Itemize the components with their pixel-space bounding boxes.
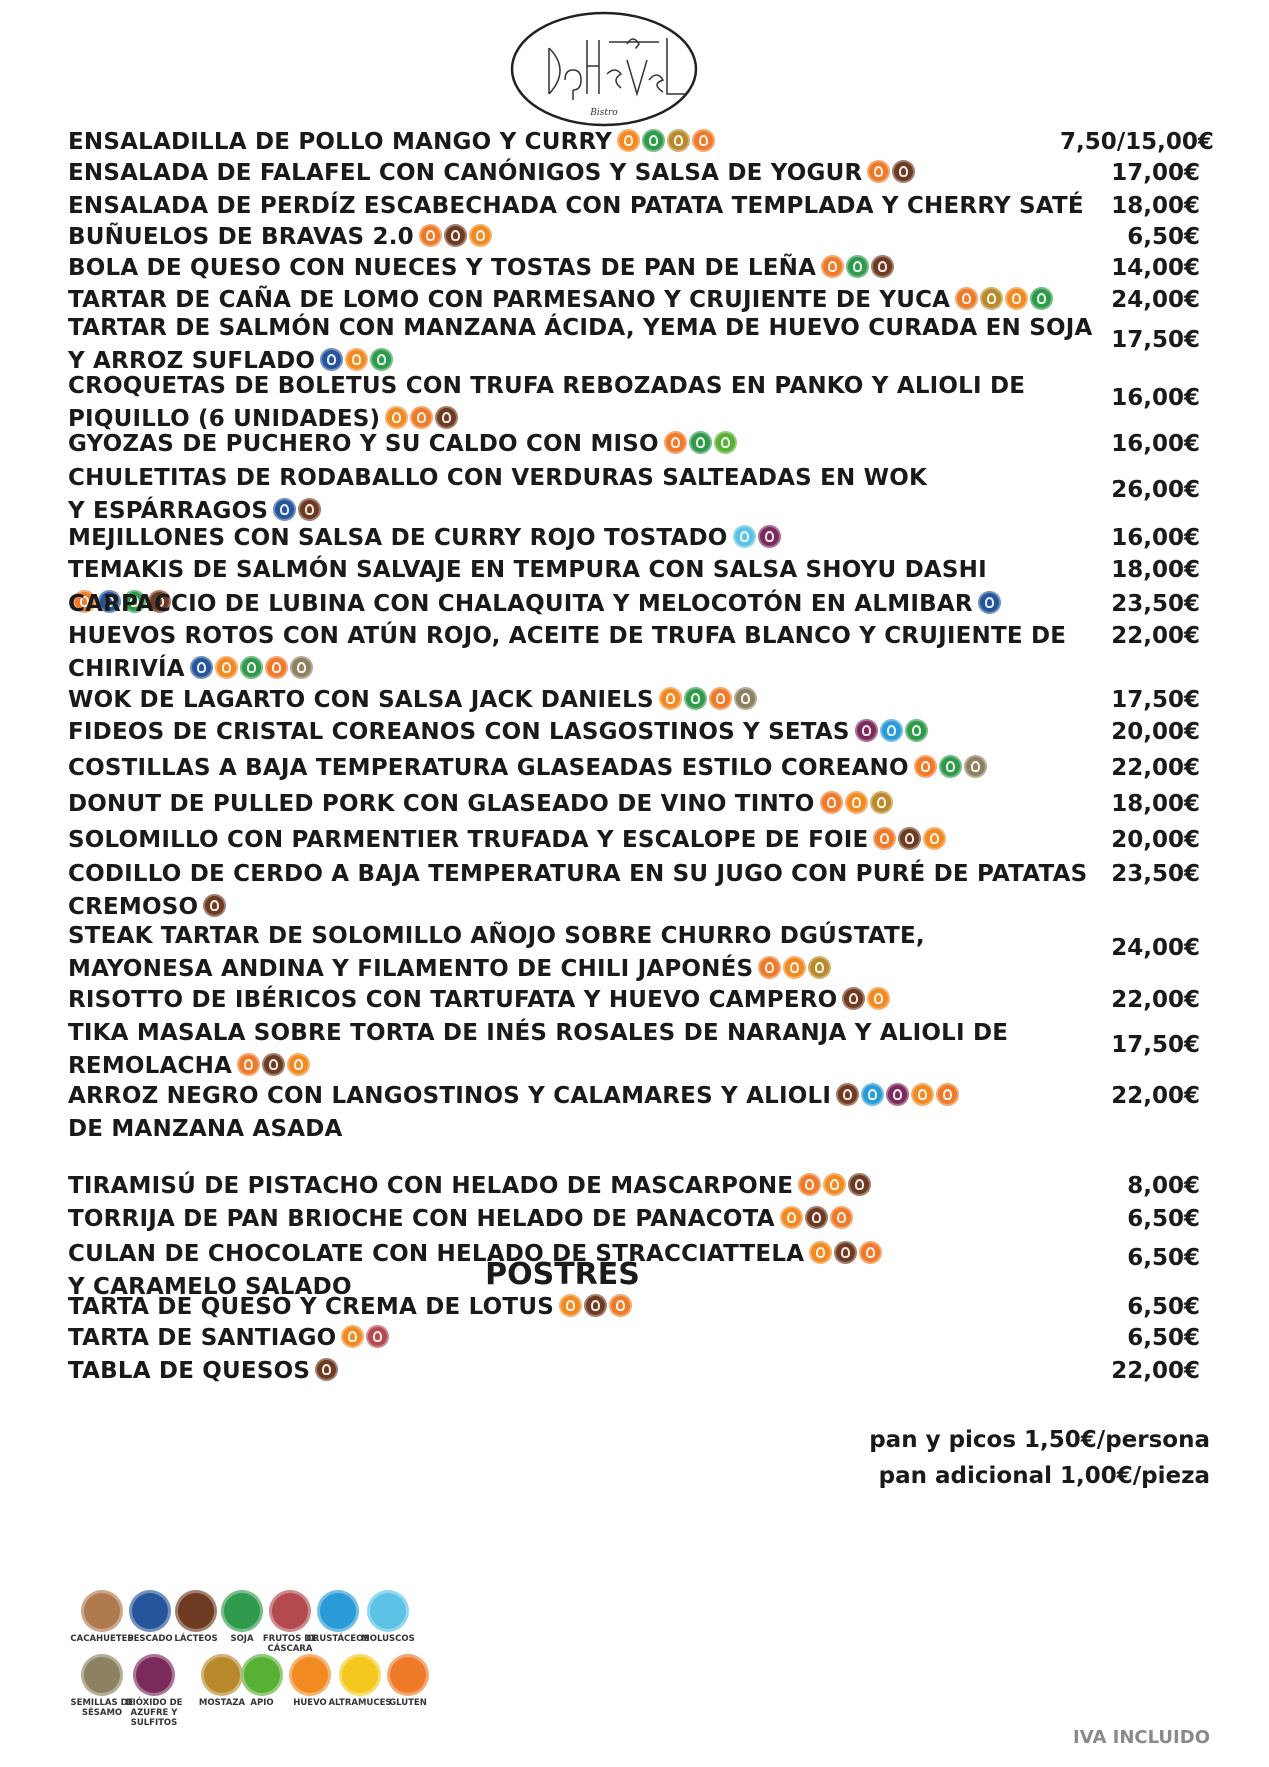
- lacteos-allergen-icon: [315, 1358, 338, 1381]
- huevo-allergen-icon: [385, 406, 408, 429]
- dish-name-line: Y ARROZ SUFLADO: [68, 348, 316, 374]
- dish-name: [68, 984, 1068, 1017]
- sesamo-allergen-icon: [290, 656, 313, 679]
- dish-name-line: CHIRIVÍA: [68, 656, 185, 682]
- allergen-icons: [616, 126, 716, 159]
- legend-label: CACAHUETES: [70, 1634, 134, 1644]
- dish-name-line: ENSALADA DE PERDÍZ ESCABECHADA CON PATATA TEMPLADA Y CHERRY SATÉ: [68, 193, 1084, 219]
- dish-price: 23,50€: [1111, 591, 1200, 617]
- dish-name-line: STEAK TARTAR DE SOLOMILLO AÑOJO SOBRE CHURRO DGÚSTATE,: [68, 923, 925, 949]
- gluten-allergen-icon: [758, 956, 781, 979]
- soja-allergen-icon: [240, 656, 263, 679]
- dish-name: [68, 1291, 1068, 1324]
- legend-label: SEMILLAS DE SÉSAMO: [70, 1698, 134, 1718]
- dish-price: 18,00€: [1111, 557, 1200, 583]
- huevo-allergen-icon: [287, 1053, 310, 1076]
- dish-name-line: RISOTTO DE IBÉRICOS CON TARTUFATA Y HUEVO CAMPERO: [68, 987, 838, 1013]
- allergen-icons: [854, 716, 929, 749]
- lacteos-allergen-icon: [298, 498, 321, 521]
- dish-price: 6,50€: [1127, 1245, 1200, 1271]
- legend-label: SOJA: [230, 1634, 254, 1644]
- svg-text:Bistro: Bistro: [590, 108, 618, 118]
- dish-price: 22,00€: [1111, 755, 1200, 781]
- dish-name-line: CULAN DE CHOCOLATE CON HELADO DE STRACCIATTELA: [68, 1241, 805, 1267]
- dish-name-line: BUÑUELOS DE BRAVAS 2.0: [68, 224, 414, 250]
- dish-name-line: PIQUILLO (6 UNIDADES): [68, 406, 381, 432]
- pescado-allergen-icon: [190, 656, 213, 679]
- lacteos-allergen-icon: [892, 160, 915, 183]
- gluten-allergen-icon: [410, 406, 433, 429]
- lacteos-allergen-icon: [848, 1173, 871, 1196]
- azufre-allergen-icon: [758, 525, 781, 548]
- lacteos-allergen-icon: [262, 1053, 285, 1076]
- dish-price: 17,00€: [1111, 160, 1200, 186]
- sesamo-allergen-icon: [964, 755, 987, 778]
- dish-name: [68, 858, 1088, 924]
- extra-bread-note: pan adicional 1,00€/pieza: [878, 1463, 1210, 1489]
- dish-name-line: CREMOSO: [68, 894, 199, 920]
- huevo-allergen-icon: [923, 827, 946, 850]
- legend-label: ALTRAMUCES: [328, 1698, 392, 1708]
- gluten-allergen-icon: [609, 1294, 632, 1317]
- dish-price: 16,00€: [1111, 431, 1200, 457]
- dish-price: 7,50/15,00€: [1060, 129, 1214, 155]
- legend-label: GLUTEN: [389, 1698, 427, 1708]
- dish-name: [68, 920, 1068, 986]
- dish-name: [68, 620, 1068, 686]
- mostaza-allergen-icon: [667, 129, 690, 152]
- dish-name-line: ARROZ NEGRO CON LANGOSTINOS Y CALAMARES Y ALIOLI: [68, 1083, 832, 1109]
- dish-name: [68, 1017, 1068, 1083]
- dish-name: [68, 126, 1068, 159]
- crustaceos-allergen-icon: [880, 719, 903, 742]
- dish-price: 16,00€: [1111, 385, 1200, 411]
- dish-name: [68, 716, 1068, 749]
- legend-label: MOLUSCOS: [361, 1634, 415, 1644]
- gluten-allergen-icon: [821, 255, 844, 278]
- dish-price: 22,00€: [1111, 1083, 1200, 1109]
- dish-name: [68, 788, 1068, 821]
- lacteos-allergen-icon: [836, 1083, 859, 1106]
- azufre-allergen-icon: [855, 719, 878, 742]
- lacteos-allergen-icon: [871, 255, 894, 278]
- allergen-icons: [189, 653, 314, 686]
- dish-name: [68, 1170, 1068, 1203]
- allergen-icons: [658, 684, 758, 717]
- dish-name: [68, 752, 1068, 785]
- soja-allergen-icon: [684, 687, 707, 710]
- lacteos-allergen-icon: [842, 987, 865, 1010]
- azufre-allergen-icon: [886, 1083, 909, 1106]
- legend-item-moluscos: [348, 1590, 428, 1644]
- dish-name-line: TIRAMISÚ DE PISTACHO CON HELADO DE MASCARPONE: [68, 1173, 794, 1199]
- dish-name-line: TEMAKIS DE SALMÓN SALVAJE EN TEMPURA CON SALSA SHOYU DASHI: [68, 557, 987, 583]
- allergen-icons: [558, 1291, 633, 1324]
- dish-name-line: CODILLO DE CERDO A BAJA TEMPERATURA EN SU JUGO CON PURÉ DE PATATAS: [68, 861, 1088, 887]
- allergen-icons: [820, 252, 895, 285]
- dish-price: 17,50€: [1111, 687, 1200, 713]
- huevo-allergen-icon: [780, 1206, 803, 1229]
- pescado-allergen-icon: [978, 591, 1001, 614]
- lacteos-allergen-icon: [435, 406, 458, 429]
- huevo-allergen-icon: [783, 956, 806, 979]
- dish-price: 23,50€: [1111, 861, 1200, 887]
- dish-name-line: ENSALADILLA DE POLLO MANGO Y CURRY: [68, 129, 613, 155]
- gluten-allergen-icon: [798, 1173, 821, 1196]
- dish-name-line: CARPACCIO DE LUBINA CON CHALAQUITA Y MELOCOTÓN EN ALMIBAR: [68, 591, 973, 617]
- allergen-icons: [866, 157, 916, 190]
- dish-name-line: CROQUETAS DE BOLETUS CON TRUFA REBOZADAS EN PANKO Y ALIOLI DE: [68, 373, 1026, 399]
- soja-allergen-icon: [846, 255, 869, 278]
- huevo-allergen-icon: [469, 224, 492, 247]
- dish-price: 22,00€: [1111, 987, 1200, 1013]
- huevo-allergen-icon: [559, 1294, 582, 1317]
- dish-name-line: TORRIJA DE PAN BRIOCHE CON HELADO DE PANACOTA: [68, 1206, 775, 1232]
- huevo-allergen-icon: [215, 656, 238, 679]
- legend-label: LÁCTEOS: [174, 1634, 218, 1644]
- dish-price: 26,00€: [1111, 477, 1200, 503]
- dish-price: 24,00€: [1111, 287, 1200, 313]
- dish-name: [68, 1322, 1068, 1355]
- frutos-cascara-allergen-icon: [366, 1325, 389, 1348]
- apio-allergen-icon: [714, 431, 737, 454]
- soja-allergen-icon: [689, 431, 712, 454]
- pescado-allergen-icon: [273, 498, 296, 521]
- lacteos-allergen-icon: [203, 894, 226, 917]
- huevo-allergen-icon: [845, 791, 868, 814]
- crustaceos-allergen-icon: [861, 1083, 884, 1106]
- dish-name: [68, 824, 1068, 857]
- gluten-allergen-icon: [830, 1206, 853, 1229]
- gluten-allergen-icon: [664, 431, 687, 454]
- gluten-allergen-icon: [387, 1654, 429, 1696]
- dish-price: 14,00€: [1111, 255, 1200, 281]
- dish-price: 6,50€: [1127, 1294, 1200, 1320]
- allergen-icons: [797, 1170, 872, 1203]
- gluten-allergen-icon: [914, 755, 937, 778]
- dish-name-line: CHULETITAS DE RODABALLO CON VERDURAS SALTEADAS EN WOK: [68, 465, 927, 491]
- huevo-allergen-icon: [659, 687, 682, 710]
- postres-title: POSTRES: [485, 1257, 640, 1292]
- dish-name-line: WOK DE LAGARTO CON SALSA JACK DANIELS: [68, 687, 654, 713]
- legend-label: HUEVO: [293, 1698, 327, 1708]
- allergen-icons: [732, 522, 782, 555]
- dish-name-line: ENSALADA DE FALAFEL CON CANÓNIGOS Y SALSA DE YOGUR: [68, 160, 863, 186]
- dish-name-line: TARTA DE QUESO Y CREMA DE LOTUS: [68, 1294, 554, 1320]
- gluten-allergen-icon: [955, 287, 978, 310]
- dish-name: [68, 1080, 1068, 1146]
- gluten-allergen-icon: [709, 687, 732, 710]
- mostaza-allergen-icon: [870, 791, 893, 814]
- dish-name: [68, 462, 1068, 528]
- legend-label: MOSTAZA: [198, 1698, 246, 1708]
- allergen-icons: [236, 1050, 311, 1083]
- allergen-icons: [872, 824, 947, 857]
- allergen-icons: [314, 1355, 339, 1388]
- legend-label: PESCADO: [127, 1634, 173, 1644]
- dish-name-line: TARTA DE SANTIAGO: [68, 1325, 337, 1351]
- dish-name-line: MEJILLONES CON SALSA DE CURRY ROJO TOSTADO: [68, 525, 728, 551]
- dish-name: [68, 684, 1068, 717]
- dish-name-line: GYOZAS DE PUCHERO Y SU CALDO CON MISO: [68, 431, 659, 457]
- dish-name-line: TABLA DE QUESOS: [68, 1358, 311, 1384]
- soja-allergen-icon: [642, 129, 665, 152]
- dish-price: 22,00€: [1111, 623, 1200, 649]
- sesamo-allergen-icon: [734, 687, 757, 710]
- bread-price-note: pan y picos 1,50€/persona: [869, 1427, 1210, 1453]
- dish-name-line: REMOLACHA: [68, 1053, 233, 1079]
- dish-name-line: TARTAR DE CAÑA DE LOMO CON PARMESANO Y CRUJIENTE DE YUCA: [68, 287, 951, 313]
- dish-name: [68, 1203, 1068, 1236]
- mostaza-allergen-icon: [808, 956, 831, 979]
- gluten-allergen-icon: [419, 224, 442, 247]
- dish-name: [68, 157, 1068, 190]
- huevo-allergen-icon: [617, 129, 640, 152]
- dish-price: 22,00€: [1111, 1358, 1200, 1384]
- dish-price: 18,00€: [1111, 791, 1200, 817]
- dish-name: [68, 312, 1093, 378]
- allergen-icons: [340, 1322, 390, 1355]
- dish-name: [68, 370, 1068, 436]
- allergen-icons: [779, 1203, 854, 1236]
- allergen-icons: [819, 788, 894, 821]
- dish-price: 17,50€: [1111, 1032, 1200, 1058]
- dish-name-line: MAYONESA ANDINA Y FILAMENTO DE CHILI JAPONÉS: [68, 956, 754, 982]
- huevo-allergen-icon: [345, 348, 368, 371]
- gluten-allergen-icon: [820, 791, 843, 814]
- legend-label: APIO: [250, 1698, 274, 1708]
- huevo-allergen-icon: [341, 1325, 364, 1348]
- dish-name: [68, 221, 1068, 254]
- lacteos-allergen-icon: [584, 1294, 607, 1317]
- dish-price: 24,00€: [1111, 935, 1200, 961]
- huevo-allergen-icon: [867, 987, 890, 1010]
- allergen-icons: [841, 984, 891, 1017]
- dish-name: [68, 428, 1068, 461]
- dish-name-line: HUEVOS ROTOS CON ATÚN ROJO, ACEITE DE TRUFA BLANCO Y CRUJIENTE DE: [68, 623, 1067, 649]
- dish-price: 8,00€: [1127, 1173, 1200, 1199]
- dish-price: 6,50€: [1127, 1325, 1200, 1351]
- soja-allergen-icon: [905, 719, 928, 742]
- allergen-icons: [757, 953, 832, 986]
- dish-name-line: TARTAR DE SALMÓN CON MANZANA ÁCIDA, YEMA DE HUEVO CURADA EN SOJA: [68, 315, 1093, 341]
- legend-label: DIÓXIDO DE AZUFRE Y SULFITOS: [125, 1698, 183, 1728]
- tax-note: IVA INCLUIDO: [1073, 1727, 1210, 1748]
- dish-name-line: FIDEOS DE CRISTAL COREANOS CON LASGOSTINOS Y SETAS: [68, 719, 850, 745]
- gluten-allergen-icon: [867, 160, 890, 183]
- allergen-legend: [70, 1590, 502, 1750]
- gluten-allergen-icon: [873, 827, 896, 850]
- lacteos-allergen-icon: [898, 827, 921, 850]
- dish-name-line: TIKA MASALA SOBRE TORTA DE INÉS ROSALES DE NARANJA Y ALIOLI DE: [68, 1020, 1009, 1046]
- allergen-icons: [418, 221, 493, 254]
- dish-name: [68, 522, 1068, 555]
- gluten-allergen-icon: [692, 129, 715, 152]
- legend-item-gluten: [368, 1654, 448, 1708]
- dish-name: [68, 1355, 1068, 1388]
- dish-name-line: DONUT DE PULLED PORK CON GLASEADO DE VINO TINTO: [68, 791, 815, 817]
- dish-price: 20,00€: [1111, 827, 1200, 853]
- moluscos-allergen-icon: [733, 525, 756, 548]
- dish-price: 17,50€: [1111, 327, 1200, 353]
- gluten-allergen-icon: [936, 1083, 959, 1106]
- soja-allergen-icon: [370, 348, 393, 371]
- dish-name: [68, 252, 1068, 285]
- soja-allergen-icon: [1030, 287, 1053, 310]
- allergen-icons: [977, 588, 1002, 621]
- dish-name-line: COSTILLAS A BAJA TEMPERATURA GLASEADAS ESTILO COREANO: [68, 755, 909, 781]
- legend-label: CRUSTÁCEOS: [306, 1634, 370, 1644]
- azufre-allergen-icon: [133, 1654, 175, 1696]
- moluscos-allergen-icon: [367, 1590, 409, 1632]
- dish-name-line: Y ESPÁRRAGOS: [68, 498, 269, 524]
- huevo-allergen-icon: [1005, 287, 1028, 310]
- mostaza-allergen-icon: [980, 287, 1003, 310]
- dish-name: [68, 190, 1084, 223]
- dish-price: 6,50€: [1127, 1206, 1200, 1232]
- allergen-icons: [663, 428, 738, 461]
- allergen-icons: [835, 1080, 960, 1113]
- dish-name-line: BOLA DE QUESO CON NUECES Y TOSTAS DE PAN DE LEÑA: [68, 255, 817, 281]
- gluten-allergen-icon: [265, 656, 288, 679]
- legend-label: FRUTOS DE CÁSCARA: [262, 1634, 318, 1654]
- huevo-allergen-icon: [823, 1173, 846, 1196]
- allergen-icons: [913, 752, 988, 785]
- dish-name: [68, 588, 1068, 621]
- pescado-allergen-icon: [320, 348, 343, 371]
- dish-name-line: Y CARAMELO SALADO: [68, 1274, 352, 1300]
- dish-price: 16,00€: [1111, 525, 1200, 551]
- lacteos-allergen-icon: [444, 224, 467, 247]
- soja-allergen-icon: [939, 755, 962, 778]
- dish-price: 18,00€: [1111, 193, 1200, 219]
- dish-price: 6,50€: [1127, 224, 1200, 250]
- huevo-allergen-icon: [911, 1083, 934, 1106]
- gluten-allergen-icon: [237, 1053, 260, 1076]
- dish-price: 20,00€: [1111, 719, 1200, 745]
- dish-name-line: SOLOMILLO CON PARMENTIER TRUFADA Y ESCALOPE DE FOIE: [68, 827, 869, 853]
- dish-name-line: DE MANZANA ASADA: [68, 1116, 343, 1142]
- lacteos-allergen-icon: [805, 1206, 828, 1229]
